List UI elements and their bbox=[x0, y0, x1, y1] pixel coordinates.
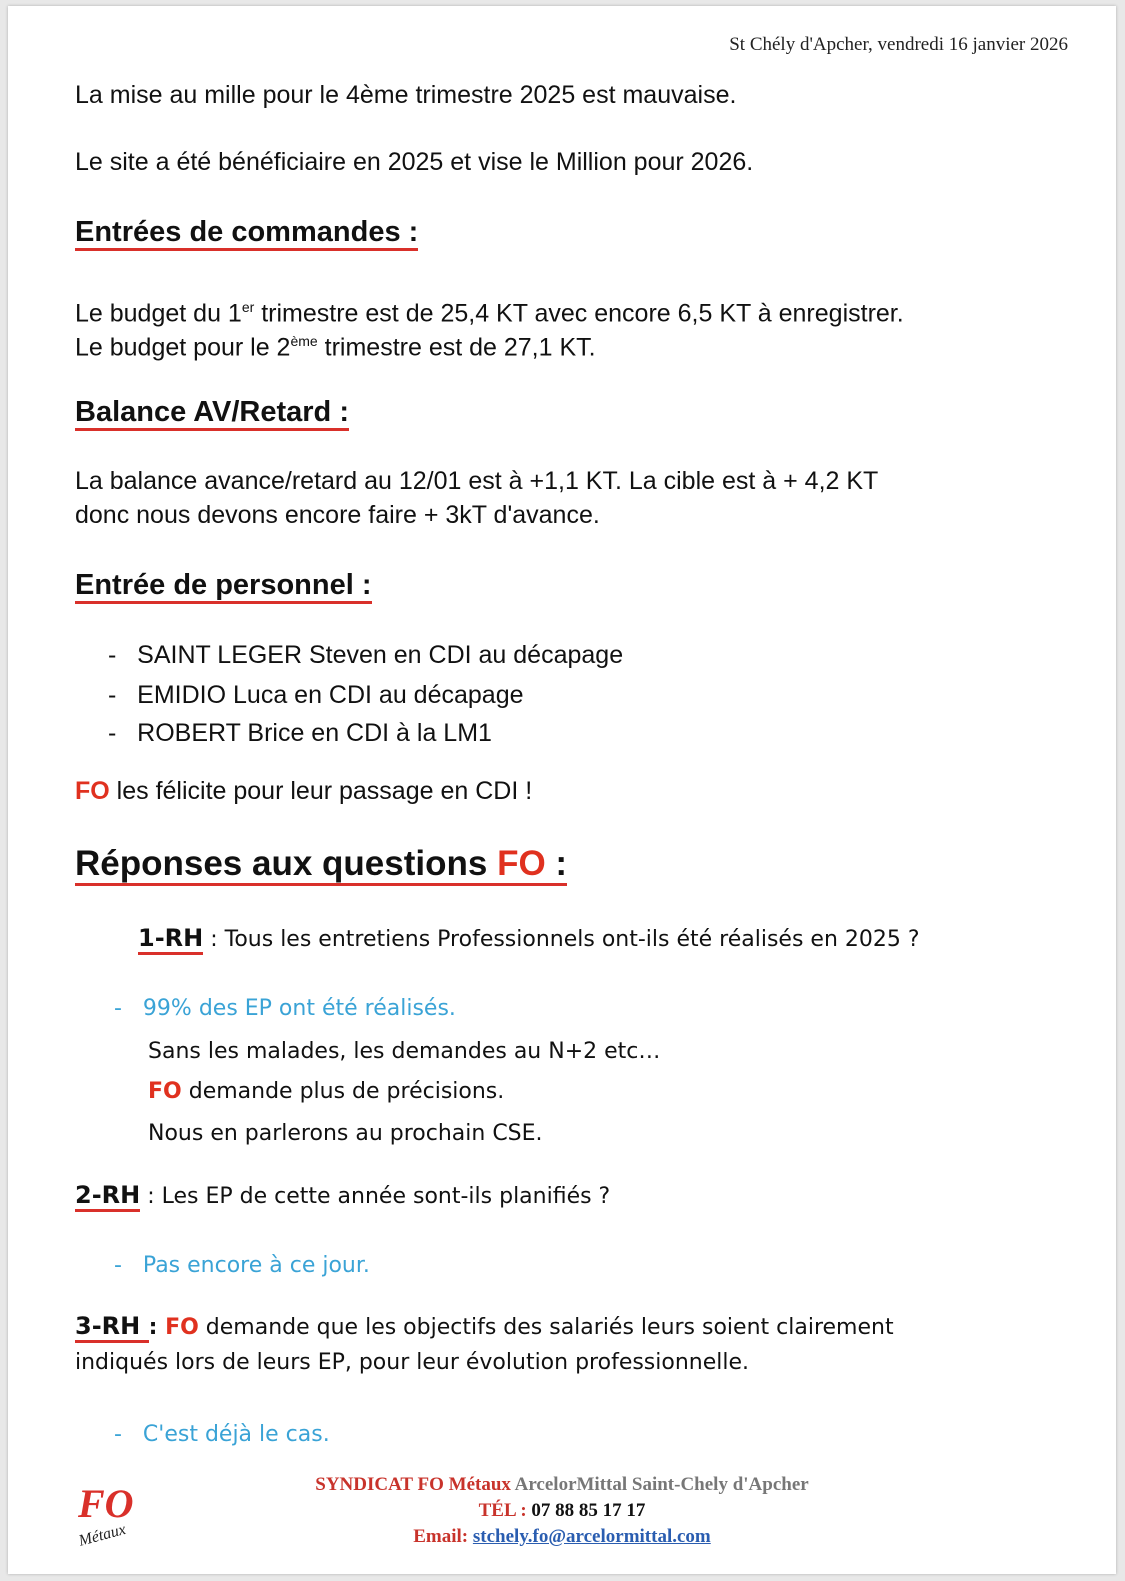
balance-line-1: La balance avance/retard au 12/01 est à +1,1 KT. La cible est à + 4,2 KT bbox=[75, 467, 879, 495]
fo-metaux-logo: FO Métaux bbox=[76, 1481, 134, 1550]
personnel-item: - ROBERT Brice en CDI à la LM1 bbox=[108, 719, 492, 747]
personnel-item: - EMIDIO Luca en CDI au décapage bbox=[108, 681, 524, 709]
date-line: St Chély d'Apcher, vendredi 16 janvier 2026 bbox=[729, 34, 1068, 55]
question-3-line-2: indiqués lors de leurs EP, pour leur évolution professionnelle. bbox=[75, 1350, 750, 1375]
intro-line-1: La mise au mille pour le 4ème trimestre 2025 est mauvaise. bbox=[75, 81, 737, 109]
question-2: 2-RH : Les EP de cette année sont-ils planifiés ? bbox=[75, 1181, 610, 1209]
document-page bbox=[8, 6, 1116, 1574]
question-1: 1-RH : Tous les entretiens Professionnels ont-ils été réalisés en 2025 ? bbox=[138, 924, 920, 952]
footer-email: Email: stchely.fo@arcelormittal.com bbox=[413, 1526, 711, 1547]
section-title-balance: Balance AV/Retard : bbox=[75, 396, 349, 431]
note-2: FO demande plus de précisions. bbox=[148, 1079, 505, 1104]
email-link[interactable]: stchely.fo@arcelormittal.com bbox=[472, 1526, 711, 1547]
intro-line-2: Le site a été bénéficiaire en 2025 et vise le Million pour 2026. bbox=[75, 148, 754, 176]
balance-line-2: donc nous devons encore faire + 3kT d'avance. bbox=[75, 501, 600, 529]
personnel-item: - SAINT LEGER Steven en CDI au décapage bbox=[108, 641, 624, 669]
question-3: 3-RH : FO demande que les objectifs des salariés leurs soient clairement bbox=[75, 1312, 894, 1340]
footer-phone: TÉL : 07 88 85 17 17 bbox=[478, 1500, 646, 1521]
answer-3: - C'est déjà le cas. bbox=[114, 1422, 330, 1447]
answer-1: - 99% des EP ont été réalisés. bbox=[114, 996, 456, 1021]
note-1: Sans les malades, les demandes au N+2 etc… bbox=[148, 1039, 661, 1064]
section-title-reponses: Réponses aux questions FO : bbox=[75, 844, 567, 886]
note-3: Nous en parlerons au prochain CSE. bbox=[148, 1121, 543, 1146]
footer-org: SYNDICAT FO Métaux ArcelorMittal Saint-Chely d'Apcher bbox=[315, 1474, 809, 1495]
section-title-personnel: Entrée de personnel : bbox=[75, 569, 372, 604]
section-title-commandes: Entrées de commandes : bbox=[75, 216, 418, 251]
commandes-line-1: Le budget du 1er trimestre est de 25,4 KT avec encore 6,5 KT à enregistrer. bbox=[75, 299, 904, 328]
commandes-line-2: Le budget pour le 2ème trimestre est de 27,1 KT. bbox=[75, 333, 596, 362]
congrats-line: FO les félicite pour leur passage en CDI ! bbox=[75, 777, 533, 805]
answer-2: - Pas encore à ce jour. bbox=[114, 1253, 370, 1278]
